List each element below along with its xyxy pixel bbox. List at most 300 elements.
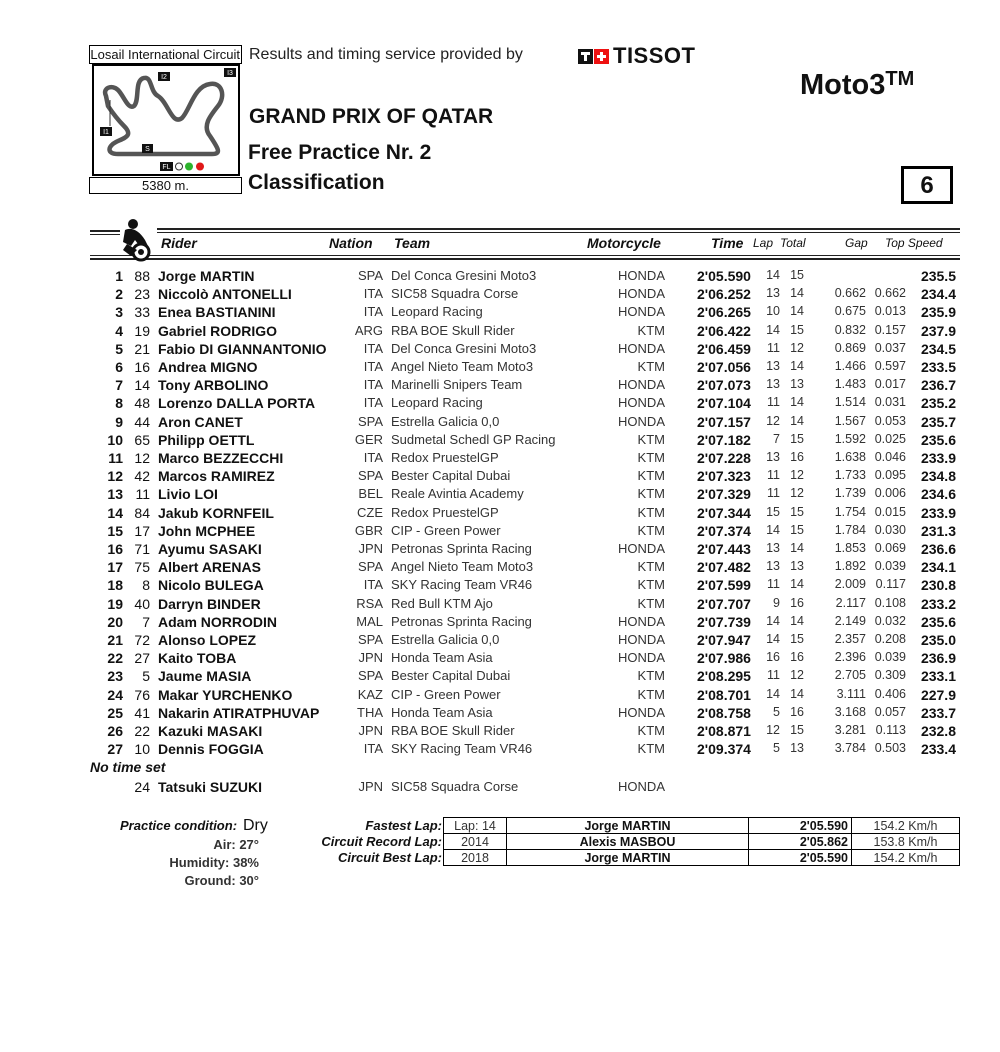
top-speed: 227.9	[920, 686, 956, 703]
rider-name: Aron CANET	[158, 413, 243, 430]
rider-nation: JPN	[358, 541, 383, 556]
swiss-cross-icon	[594, 49, 609, 64]
gap-to-first: 0.675	[834, 304, 866, 319]
gap-to-first: 1.892	[834, 559, 866, 574]
position: 7	[115, 377, 123, 394]
rider-motorcycle: KTM	[637, 359, 665, 374]
gap-to-previous: 0.039	[874, 559, 906, 574]
rider-name: Kazuki MASAKI	[158, 723, 263, 739]
gap-to-first: 2.149	[834, 613, 866, 628]
rider-motorcycle: HONDA	[618, 304, 665, 320]
rider-name: Livio LOI	[158, 486, 218, 503]
table-row	[0, 304, 1000, 322]
rider-motorcycle: HONDA	[618, 413, 665, 429]
ground-temperature: Ground: 30°	[184, 873, 259, 888]
no-time-set-label: No time set	[90, 759, 166, 775]
rider-number: 8	[142, 577, 150, 594]
table-row	[0, 377, 1000, 395]
top-speed: 235.9	[920, 304, 956, 321]
rider-name: Marcos RAMIREZ	[158, 468, 275, 485]
gap-to-first: 3.111	[836, 686, 866, 701]
rider-nation: JPN	[358, 650, 383, 666]
rider-team: RBA BOE Skull Rider	[391, 322, 515, 338]
rider-nation: ITA	[363, 359, 383, 374]
rider-number: 75	[134, 559, 150, 576]
total-laps: 15	[790, 504, 804, 519]
best-lap-time: 2'07.104	[697, 395, 751, 412]
rider-name: Adam NORRODIN	[158, 613, 278, 630]
lap-rider: Jorge MARTIN	[507, 850, 749, 866]
top-speed: 231.3	[920, 522, 956, 539]
svg-text:S: S	[145, 146, 150, 153]
rider-motorcycle: KTM	[637, 431, 665, 447]
rider-team: Sudmetal Schedl GP Racing	[391, 431, 556, 447]
gap-to-first: 2.009	[834, 577, 866, 592]
gap-to-previous: 0.309	[874, 668, 906, 683]
best-lap-time: 2'05.590	[697, 268, 751, 284]
rider-number: 7	[142, 613, 150, 630]
rider-name: Makar YURCHENKO	[158, 686, 293, 703]
total-laps: 15	[790, 632, 804, 646]
tissot-t-icon	[578, 49, 593, 64]
rider-name: Lorenzo DALLA PORTA	[158, 395, 316, 412]
col-header-rider: Rider	[161, 235, 197, 251]
total-laps: 16	[790, 595, 804, 610]
lap-info: 2018	[444, 850, 507, 866]
gap-to-previous: 0.503	[874, 741, 906, 756]
position: 15	[107, 522, 123, 539]
rider-team: Estrella Galicia 0,0	[391, 632, 500, 647]
rider-number: 42	[134, 468, 150, 485]
rider-name: Jakub KORNFEIL	[158, 504, 274, 521]
total-laps: 14	[790, 395, 804, 410]
rider-number: 27	[134, 650, 150, 667]
timing-provider-text: Results and timing service provided by	[249, 46, 523, 63]
humidity: Humidity: 38%	[169, 855, 259, 870]
rider-number: 14	[134, 377, 150, 394]
lap-records-table	[443, 817, 960, 866]
red-light-icon	[196, 163, 204, 171]
rider-name: Philipp OETTL	[158, 431, 255, 448]
rider-nation: ITA	[363, 577, 383, 593]
col-header-total: Total	[780, 236, 806, 250]
table-row	[0, 268, 1000, 286]
position: 11	[108, 450, 123, 466]
lap-rider: Alexis MASBOU	[507, 834, 749, 850]
total-laps: 15	[790, 431, 804, 446]
col-header-nation: Nation	[329, 235, 373, 251]
chequered-flag-icon	[176, 163, 183, 170]
rider-name: Darryn BINDER	[158, 595, 261, 612]
rider-team: CIP - Green Power	[391, 686, 501, 702]
total-laps: 14	[790, 359, 804, 373]
gap-to-previous: 0.117	[875, 577, 906, 592]
table-row	[0, 486, 1000, 504]
rider-name: John MCPHEE	[158, 522, 256, 539]
best-lap-number: 13	[766, 559, 780, 574]
table-row	[0, 687, 1000, 705]
rider-motorcycle: HONDA	[618, 704, 665, 720]
position: 1	[115, 268, 123, 284]
table-row	[0, 741, 1000, 759]
rider-name: Marco BEZZECCHI	[158, 450, 284, 466]
gap-to-previous: 0.013	[874, 304, 906, 319]
rider-nation: SPA	[357, 268, 383, 283]
rider-motorcycle: HONDA	[618, 286, 665, 302]
rider-motorcycle: KTM	[637, 486, 665, 502]
lap-record-labels	[300, 818, 442, 866]
top-speed: 235.5	[920, 268, 956, 284]
position: 9	[115, 413, 123, 430]
rider-nation: SPA	[357, 468, 383, 484]
track-length: 5380 m.	[89, 177, 242, 194]
best-lap-time: 2'08.758	[697, 704, 751, 721]
rider-nation: GBR	[354, 522, 383, 538]
rider-motorcycle: KTM	[637, 450, 665, 465]
track-layout-icon	[94, 66, 238, 174]
rider-motorcycle: HONDA	[618, 779, 665, 794]
top-speed: 233.7	[920, 704, 956, 721]
rider-motorcycle: KTM	[637, 668, 665, 684]
col-header-gap: Gap	[845, 236, 868, 250]
position: 13	[107, 486, 123, 503]
best-lap-number: 11	[767, 577, 780, 592]
best-lap-number: 10	[766, 304, 780, 319]
top-speed: 234.1	[920, 559, 956, 576]
table-row	[0, 541, 1000, 559]
rider-name: Kaito TOBA	[158, 650, 237, 667]
total-laps: 12	[790, 340, 804, 355]
rider-name: Enea BASTIANINI	[158, 304, 276, 321]
best-lap-number: 14	[766, 632, 780, 646]
table-row	[0, 395, 1000, 413]
total-laps: 14	[790, 541, 804, 555]
top-speed: 235.2	[920, 395, 956, 412]
gap-to-previous: 0.030	[874, 522, 906, 537]
gap-to-previous: 0.015	[874, 504, 906, 519]
gap-to-first: 1.853	[834, 541, 866, 555]
circuit-record-lap-label: Circuit Record Lap:	[321, 834, 442, 849]
best-lap-time: 2'07.739	[697, 613, 751, 630]
rider-team: Reale Avintia Academy	[391, 486, 524, 502]
best-lap-number: 14	[766, 268, 780, 282]
rider-nation: MAL	[356, 613, 383, 629]
rider-motorcycle: HONDA	[618, 340, 665, 356]
rider-team: SKY Racing Team VR46	[391, 741, 533, 757]
gap-to-first: 2.117	[835, 595, 866, 610]
lap-rider: Jorge MARTIN	[507, 818, 749, 834]
best-lap-time: 2'07.374	[697, 522, 751, 539]
rider-number: 40	[134, 595, 150, 612]
rider-nation: BEL	[358, 486, 383, 502]
position: 19	[107, 595, 123, 612]
lap-time: 2'05.590	[749, 818, 852, 834]
rider-team: Marinelli Snipers Team	[391, 377, 523, 393]
lap-time: 2'05.862	[749, 834, 852, 850]
top-speed: 234.6	[920, 486, 956, 503]
total-laps: 15	[790, 522, 804, 537]
rider-nation: ITA	[363, 340, 383, 356]
circuit-best-lap-row	[444, 850, 960, 866]
rider-nation: THA	[357, 704, 383, 720]
table-row	[0, 668, 1000, 686]
top-speed: 235.6	[920, 613, 956, 630]
lap-time: 2'05.590	[749, 850, 852, 866]
position: 16	[107, 541, 123, 557]
best-lap-number: 14	[766, 522, 780, 537]
col-header-time: Time	[711, 235, 744, 251]
no-time-row	[0, 779, 1000, 797]
table-row	[0, 432, 1000, 450]
gap-to-previous: 0.017	[874, 377, 906, 392]
best-lap-time: 2'07.056	[697, 359, 751, 375]
total-laps: 16	[790, 650, 804, 665]
rider-name: Ayumu SASAKI	[158, 541, 262, 557]
gap-to-first: 1.567	[834, 413, 866, 428]
rider-nation: ITA	[363, 741, 383, 757]
rider-name: Niccolò ANTONELLI	[158, 286, 292, 303]
rider-number: 33	[134, 304, 150, 321]
position: 18	[107, 577, 123, 594]
best-lap-number: 5	[773, 741, 780, 756]
circuit-best-lap-label: Circuit Best Lap:	[337, 850, 442, 865]
rider-motorcycle: HONDA	[618, 395, 665, 411]
gap-to-previous: 0.006	[874, 486, 906, 501]
top-speed: 237.9	[920, 322, 956, 339]
position: 6	[115, 359, 123, 375]
rider-motorcycle: HONDA	[618, 268, 665, 283]
circuit-record-lap-row	[444, 834, 960, 850]
header-rule-left	[90, 230, 120, 235]
rider-nation: KAZ	[357, 686, 383, 702]
lap-info: 2014	[444, 834, 507, 850]
rider-motorcycle: KTM	[637, 559, 665, 575]
gap-to-previous: 0.157	[874, 322, 906, 337]
best-lap-time: 2'06.459	[697, 340, 751, 357]
gap-to-previous: 0.208	[874, 632, 906, 646]
total-laps: 12	[790, 486, 804, 501]
rider-motorcycle: KTM	[637, 686, 665, 702]
top-speed: 233.1	[920, 668, 956, 685]
total-laps: 15	[790, 268, 804, 282]
rider-team: Leopard Racing	[391, 395, 483, 411]
rider-number: 71	[134, 541, 150, 557]
rider-number: 21	[134, 340, 150, 357]
rider-team: Bester Capital Dubai	[391, 668, 511, 684]
table-row	[0, 414, 1000, 432]
rider-motorcycle: KTM	[637, 741, 665, 757]
gap-to-previous: 0.025	[874, 431, 906, 446]
rider-team: Honda Team Asia	[391, 650, 493, 666]
best-lap-number: 15	[766, 504, 780, 519]
position: 21	[107, 632, 123, 648]
top-speed: 235.7	[920, 413, 956, 430]
gap-to-first: 1.739	[834, 486, 866, 501]
total-laps: 13	[790, 741, 804, 756]
rider-team: Del Conca Gresini Moto3	[391, 268, 537, 283]
col-header-top-speed: Top Speed	[885, 236, 943, 250]
total-laps: 14	[790, 686, 804, 701]
rider-nation: RSA	[356, 595, 383, 611]
rider-name: Nakarin ATIRATPHUVAP	[158, 704, 320, 721]
top-speed: 233.9	[920, 504, 956, 521]
rider-motorcycle: HONDA	[618, 650, 665, 666]
top-speed: 233.9	[920, 450, 956, 466]
top-speed: 236.7	[920, 377, 956, 394]
rider-team: Angel Nieto Team Moto3	[391, 559, 534, 575]
rider-nation: ITA	[363, 286, 383, 302]
practice-condition-label: Practice condition:	[120, 818, 238, 833]
rider-number: 24	[134, 779, 150, 795]
best-lap-number: 14	[766, 322, 780, 337]
rider-team: Leopard Racing	[391, 304, 483, 320]
gap-to-previous: 0.113	[875, 723, 906, 737]
gap-to-first: 2.396	[834, 650, 866, 665]
gap-to-first: 2.357	[834, 632, 866, 646]
gap-to-previous: 0.037	[874, 340, 906, 355]
best-lap-number: 13	[766, 286, 780, 301]
best-lap-time: 2'07.228	[697, 450, 751, 466]
gap-to-previous: 0.095	[874, 468, 906, 483]
rider-number: 65	[134, 431, 150, 448]
best-lap-time: 2'06.252	[697, 286, 751, 303]
motorcycle-rider-icon	[117, 218, 157, 262]
rider-name: Andrea MIGNO	[158, 359, 258, 375]
rider-nation: ARG	[354, 322, 383, 338]
best-lap-time: 2'07.986	[697, 650, 751, 667]
position: 17	[107, 559, 123, 576]
best-lap-number: 13	[766, 377, 780, 392]
best-lap-time: 2'07.182	[697, 431, 751, 448]
position: 20	[107, 613, 123, 630]
gap-to-previous: 0.039	[874, 650, 906, 665]
rider-number: 12	[134, 450, 150, 466]
rider-nation: ITA	[363, 395, 383, 411]
best-lap-number: 12	[766, 723, 780, 737]
total-laps: 13	[790, 559, 804, 574]
rider-name: Nicolo BULEGA	[158, 577, 264, 594]
total-laps: 14	[790, 413, 804, 428]
best-lap-number: 11	[767, 468, 780, 483]
circuit-name: Losail International Circuit	[90, 47, 240, 62]
rider-team: Petronas Sprinta Racing	[391, 541, 532, 556]
svg-text:I2: I2	[161, 74, 167, 81]
position: 24	[107, 686, 123, 703]
total-laps: 15	[790, 322, 804, 337]
best-lap-number: 11	[767, 395, 780, 410]
track-map	[92, 64, 240, 176]
position: 27	[107, 741, 123, 758]
position: 10	[107, 431, 123, 448]
rider-name: Jorge MARTIN	[158, 268, 255, 284]
fastest-lap-label: Fastest Lap:	[365, 818, 442, 833]
rider-team: Petronas Sprinta Racing	[391, 613, 532, 629]
table-row	[0, 614, 1000, 632]
total-laps: 14	[790, 613, 804, 628]
top-speed: 235.0	[920, 632, 956, 648]
position: 14	[107, 504, 123, 521]
table-row	[0, 650, 1000, 668]
rider-team: Red Bull KTM Ajo	[391, 595, 493, 611]
top-speed: 232.8	[920, 723, 956, 739]
table-row	[0, 632, 1000, 650]
rider-number: 19	[134, 322, 150, 339]
rider-number: 17	[134, 522, 150, 539]
top-speed: 234.4	[920, 286, 956, 303]
gap-to-previous: 0.046	[874, 450, 906, 464]
gap-to-previous: 0.662	[874, 286, 906, 301]
rider-motorcycle: KTM	[637, 522, 665, 538]
position: 2	[115, 286, 123, 303]
rider-name: Gabriel RODRIGO	[158, 322, 278, 339]
position: 8	[115, 395, 123, 412]
best-lap-time: 2'07.323	[697, 468, 751, 485]
rider-nation: ITA	[363, 377, 383, 393]
lap-speed: 154.2 Km/h	[852, 850, 960, 866]
best-lap-number: 13	[766, 450, 780, 464]
green-light-icon	[185, 163, 193, 171]
best-lap-time: 2'06.265	[697, 304, 751, 321]
total-laps: 14	[790, 286, 804, 301]
gap-to-previous: 0.069	[874, 541, 906, 555]
best-lap-time: 2'07.947	[697, 632, 751, 648]
rider-motorcycle: KTM	[637, 322, 665, 338]
top-speed: 236.9	[920, 650, 956, 667]
top-speed: 233.5	[920, 359, 956, 375]
svg-text:I1: I1	[103, 129, 109, 136]
rider-motorcycle: HONDA	[618, 613, 665, 629]
gap-to-first: 1.483	[834, 377, 866, 392]
gap-to-first: 1.592	[834, 431, 866, 446]
session-title: Free Practice Nr. 2	[248, 141, 432, 164]
position: 25	[107, 704, 123, 721]
gap-to-first: 3.168	[834, 704, 866, 719]
total-laps: 12	[790, 468, 804, 483]
rider-number: 16	[134, 359, 150, 375]
rider-motorcycle: HONDA	[618, 632, 665, 647]
position: 4	[115, 322, 123, 339]
rider-motorcycle: HONDA	[618, 377, 665, 393]
rider-nation: SPA	[357, 668, 383, 684]
top-speed: 236.6	[920, 541, 956, 557]
col-header-team: Team	[394, 235, 431, 251]
gap-to-previous: 0.031	[874, 395, 906, 410]
gap-to-previous: 0.053	[874, 413, 906, 428]
gap-to-previous: 0.108	[874, 595, 906, 610]
best-lap-number: 7	[773, 431, 780, 446]
rider-team: SIC58 Squadra Corse	[391, 779, 519, 794]
rider-motorcycle: KTM	[637, 723, 665, 738]
best-lap-number: 5	[773, 704, 780, 719]
header-rule-right	[157, 228, 960, 233]
lap-speed: 153.8 Km/h	[852, 834, 960, 850]
best-lap-number: 11	[767, 340, 780, 355]
best-lap-time: 2'08.871	[697, 723, 751, 739]
best-lap-time: 2'07.482	[697, 559, 751, 576]
tissot-logo: TISSOT	[578, 46, 695, 66]
rider-number: 11	[135, 486, 150, 503]
rider-nation: GER	[354, 431, 383, 447]
best-lap-number: 14	[766, 686, 780, 701]
rider-name: Tatsuki SUZUKI	[158, 779, 262, 795]
best-lap-time: 2'07.329	[697, 486, 751, 503]
gap-to-previous: 0.057	[874, 704, 906, 719]
top-speed: 230.8	[920, 577, 956, 594]
total-laps: 16	[790, 450, 804, 464]
rider-team: CIP - Green Power	[391, 522, 501, 538]
rider-name: Tony ARBOLINO	[158, 377, 269, 394]
rider-number: 41	[134, 704, 150, 721]
